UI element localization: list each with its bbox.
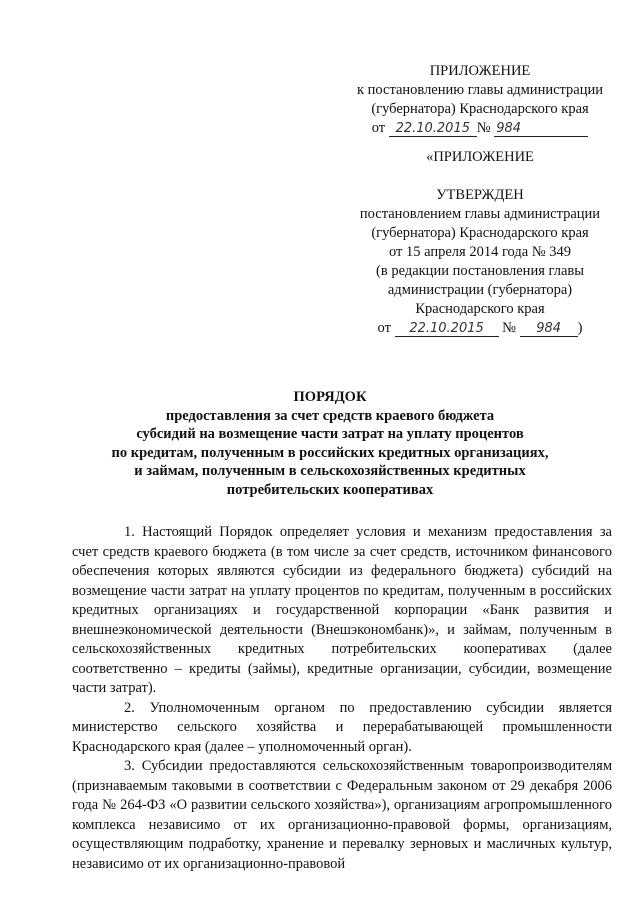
- approval-appendix: «ПРИЛОЖЕНИЕ: [426, 149, 534, 165]
- title-line: субсидий на возмещение части затрат на уплату процентов: [136, 426, 524, 442]
- title-main: ПОРЯДОК: [293, 389, 367, 405]
- number-label: №: [502, 320, 517, 336]
- approval-line: Краснодарского края: [415, 301, 545, 317]
- handwritten-number: 984: [520, 321, 578, 337]
- approval-line: (губернатора) Краснодарского края: [371, 225, 589, 241]
- approval-line: от 15 апреля 2014 года № 349: [388, 244, 572, 260]
- document-body: [72, 523, 612, 874]
- appendix-date-line: [350, 119, 610, 138]
- appendix-title: ПРИЛОЖЕНИЕ: [429, 63, 531, 79]
- number-label: №: [476, 120, 491, 136]
- title-line: потребительских кооперативах: [226, 481, 434, 498]
- appendix-header: [350, 62, 610, 138]
- approval-line: (в редакции постановления главы: [376, 263, 584, 279]
- title-line: предоставления за счет средств краевого бюджета: [165, 407, 495, 424]
- paragraph-2: 2. Уполномоченным органом по предоставлению субсидии является министерство сельского хозяйства и перерабатывающей промышленности Краснодарского края (далее – уполномоченный орган).: [72, 699, 612, 755]
- title-line: по кредитам, полученным в российских кредитных организациях,: [111, 444, 549, 461]
- closing-paren: ): [577, 320, 583, 336]
- appendix-line: к постановлению главы администрации: [356, 82, 604, 98]
- from-label: от: [371, 120, 386, 136]
- approval-line: администрации (губернатора): [387, 282, 573, 298]
- paragraph-3: 3. Субсидии предоставляются сельскохозяйственным товаропроизводителям (признаваемым таковыми в соответствии с Федеральным законом от 29 декабря 2006 года № 264-ФЗ «О развитии сельского хозяйства»), организациям агропромышленного комплекса независимо от их организационно-правовой формы, организациям, осуществляющим подработку, хранение и перевалку зерновых и масличных культур, независимо от их организационно-правовой: [72, 758, 612, 872]
- paragraph-1: 1. Настоящий Порядок определяет условия и механизм предоставления за счет средств краевого бюджета (в том числе за счет средств, источником финансового обеспечения которых являются субсидии из федерального бюджета) субсидий на возмещение части затрат на уплату процентов по кредитам, полученным в российских кредитных организациях и государственной корпорации «Банк развития и внешнеэкономической деятельности (Внешэкономбанк)», и займам, полученным в сельскохозяйственных кредитных потребительских кооперативах (далее соответственно – кредиты (займы), кредитные организации, субсидии, возмещение части затрат).: [72, 524, 612, 696]
- document-title: [60, 388, 600, 499]
- title-line: и займам, полученным в сельскохозяйственных кредитных: [134, 463, 526, 479]
- from-label: от: [377, 320, 391, 336]
- approval-line: постановлением главы администрации: [359, 206, 601, 222]
- handwritten-number: 984: [494, 121, 588, 137]
- appendix-line: (губернатора) Краснодарского края: [371, 101, 589, 117]
- handwritten-date: 22.10.2015: [389, 121, 477, 137]
- handwritten-date: 22.10.2015: [395, 321, 499, 337]
- approval-date-line: [340, 319, 620, 338]
- approval-block: [340, 148, 620, 338]
- approval-heading: УТВЕРЖДЕН: [436, 187, 524, 203]
